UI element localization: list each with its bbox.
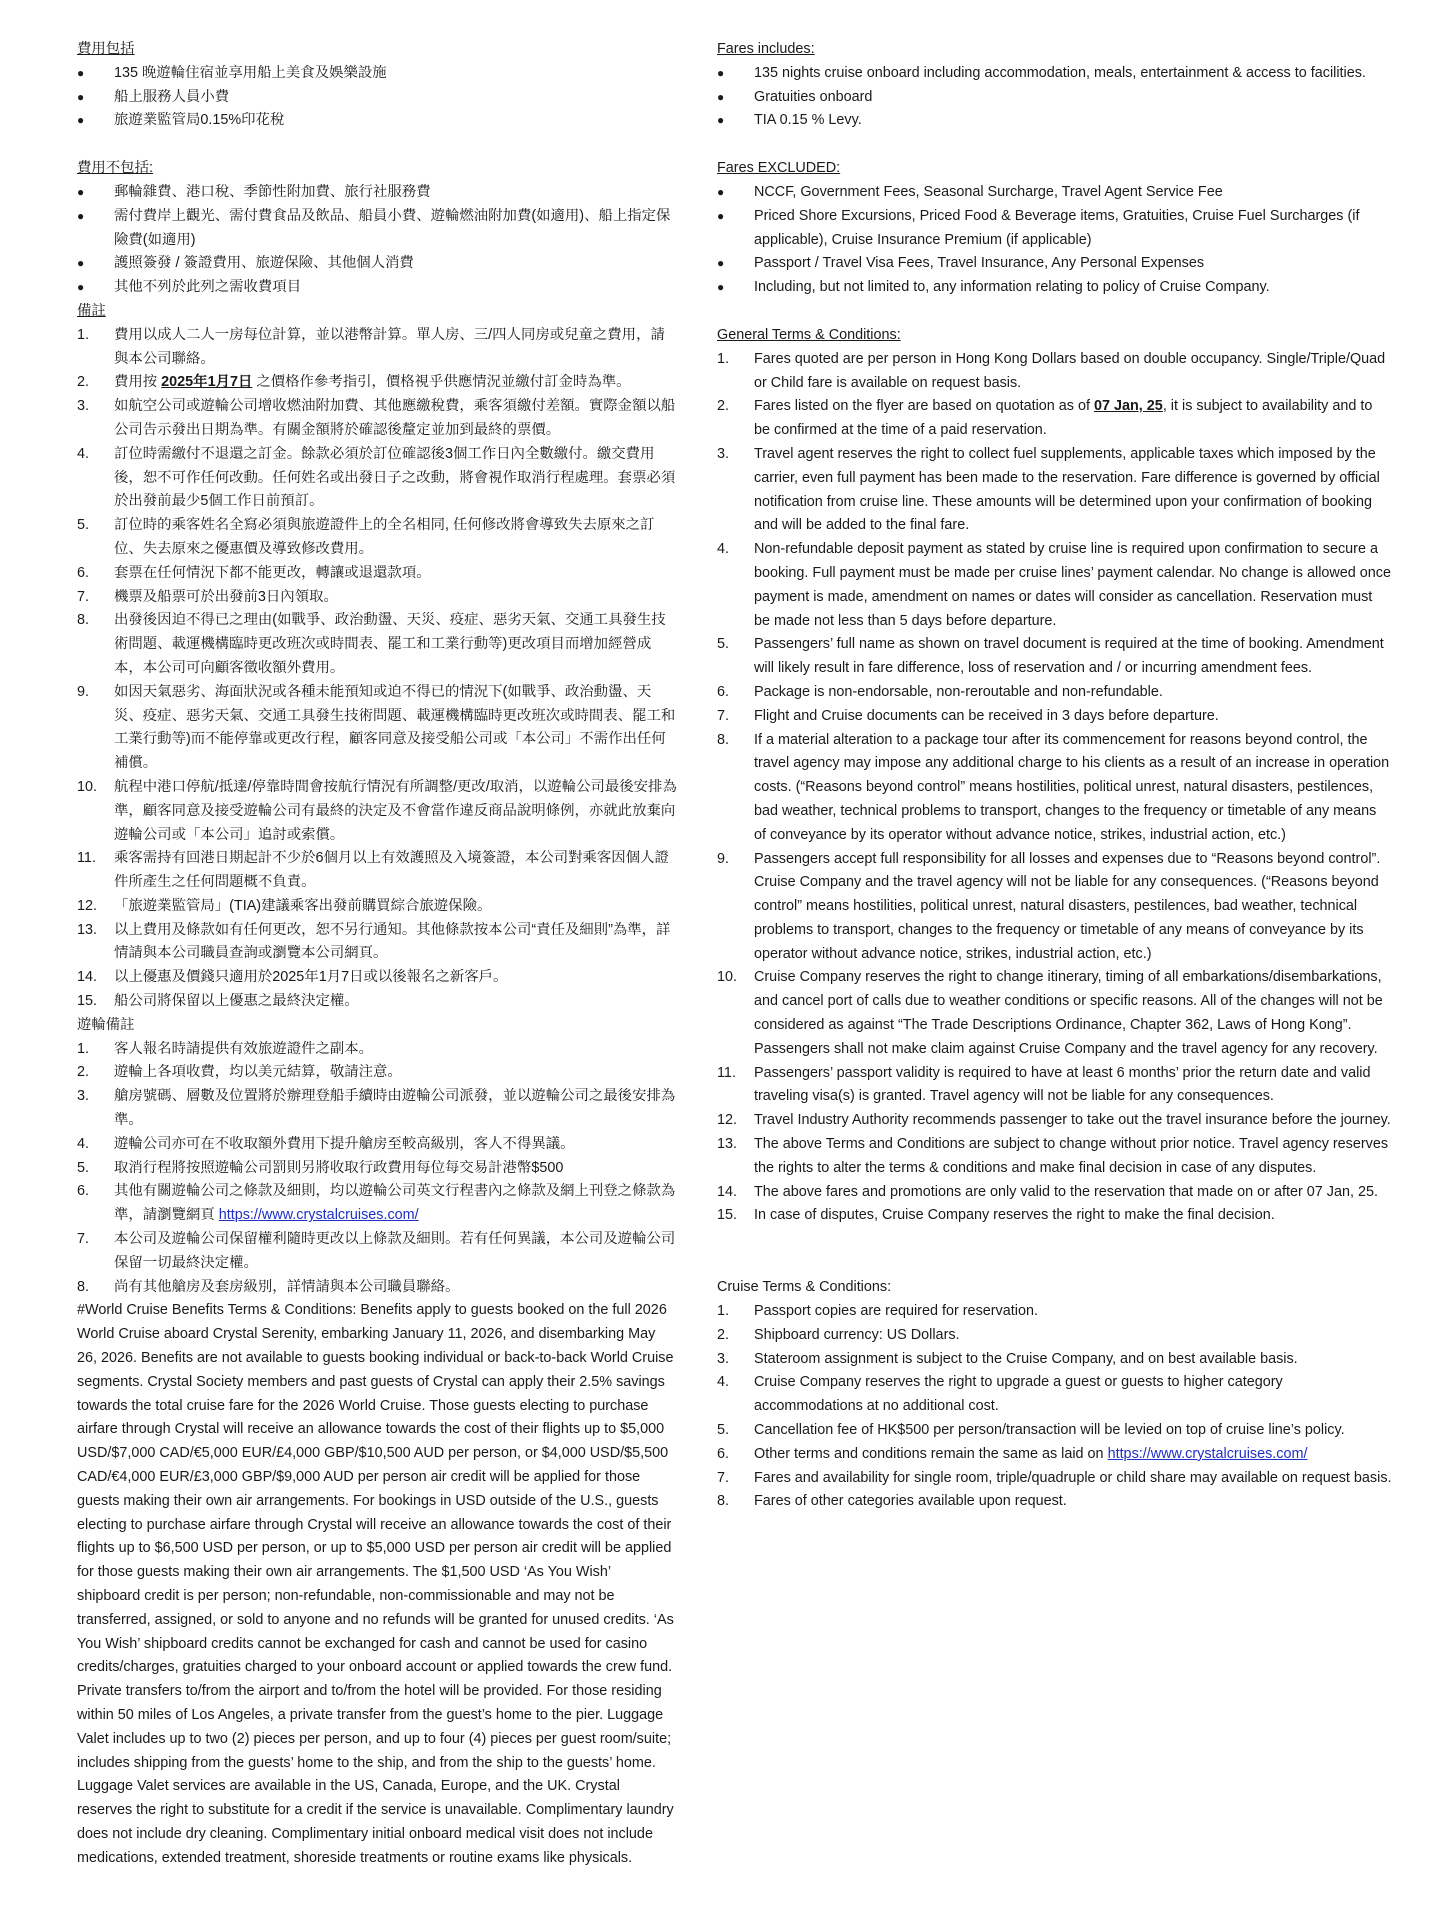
list-item: 15. In case of disputes, Cruise Company reserves the right to make the final decision. <box>717 1207 1275 1224</box>
list-item: 6. Other terms and conditions remain the same as laid on https://www.crystalcruises.com/ <box>717 1445 1308 1462</box>
bullet-icon: ● <box>717 256 725 271</box>
fares-excluded-heading: Fares EXCLUDED: <box>717 160 841 177</box>
quote-date: 07 Jan, 25 <box>1094 398 1163 415</box>
list-item: 6. Package is non-endorsable, non-reroutable and non-refundable. <box>717 683 1163 700</box>
bullet-icon: ● <box>77 89 85 104</box>
includes-list <box>77 62 677 133</box>
bullet-icon: ● <box>717 65 725 80</box>
list-item: 7. Flight and Cruise documents can be received in 3 days before departure. <box>717 707 1219 724</box>
list-item: 12. 「旅遊業監管局」(TIA)建議乘客出發前購買綜合旅遊保險。 <box>77 897 492 914</box>
list-item: ● 護照簽發 / 簽證費用、旅遊保險、其他個人消費 <box>77 252 677 276</box>
list-item: 13. 以上費用及條款如有任何更改，恕不另行通知。其他條款按本公司“責任及細則”為準，詳情請與本公司職員查詢或瀏覽本公司網頁。 <box>77 921 671 962</box>
list-item: 1. Fares quoted are per person in Hong Kong Dollars based on double occupancy. Single/Triple/Quad or Child fare is available on request basis. <box>717 350 1386 391</box>
list-item: 15. 船公司將保留以上優惠之最終決定權。 <box>77 993 359 1010</box>
list-item: 3. 艙房號碼、層數及位置將於辦理登船手續時由遊輪公司派發，並以遊輪公司之最後安排為準。 <box>77 1088 676 1129</box>
list-item: 1. 客人報名時請提供有效旅遊證件之副本。 <box>77 1040 374 1057</box>
list-item: 12. Travel Industry Authority recommends passenger to take out the travel insurance before the journey. <box>717 1112 1391 1129</box>
list-item: 3. Travel agent reserves the right to collect fuel supplements, applicable taxes which imposed by the carrier, even full payment has been made to the reservation. Fare difference is governed by official notification from cruise line. These amounts will be determined upon your confirmation of booking and will be added to the final fare. <box>717 445 1380 534</box>
bullet-icon: ● <box>77 184 85 199</box>
list-item: ● 船上服務人員小費 <box>77 86 677 110</box>
list-item: 4. 遊輪公司亦可在不收取額外費用下提升艙房至較高級別，客人不得異議。 <box>77 1135 575 1152</box>
list-item: 13. The above Terms and Conditions are subject to change without prior notice. Travel agency reserves the rights to alter the terms & conditions and make final decision in case of any disputes. <box>717 1136 1389 1176</box>
general-terms-list <box>717 348 1392 1228</box>
list-item: 2. Shipboard currency: US Dollars. <box>717 1326 960 1343</box>
list-item: 10. Cruise Company reserves the right to change itinerary, timing of all embarkations/disembarkations, and cancel port of calls due to weather conditions or specific reasons. All of the changes will not be considered as against “The Trade Descriptions Ordinance, Chapter 362, Laws of Hong Kong”. Passengers shall not make claim against Cruise Company and the travel agency for any recovery. <box>717 969 1383 1057</box>
list-item: 11. 乘客需持有回港日期起計不少於6個月以上有效護照及入境簽證，本公司對乘客因個人證件所產生之任何問題概不負責。 <box>77 850 669 891</box>
bullet-icon: ● <box>77 208 85 223</box>
bullet-icon: ● <box>717 89 725 104</box>
list-item: ● 郵輪雜費、港口稅、季節性附加費、旅行社服務費 <box>77 181 677 205</box>
notes-list <box>77 324 677 1014</box>
list-item: ● TIA 0.15 % Levy. <box>717 109 1392 133</box>
right-column-english <box>717 38 1392 1514</box>
crystal-cruises-link[interactable]: https://www.crystalcruises.com/ <box>218 1207 419 1224</box>
list-item: 1. Passport copies are required for reservation. <box>717 1303 1038 1320</box>
general-terms-heading: General Terms & Conditions: <box>717 326 901 343</box>
crystal-cruises-link[interactable]: https://www.crystalcruises.com/ <box>1107 1445 1308 1462</box>
bullet-icon: ● <box>77 113 85 128</box>
list-item: 7. 本公司及遊輪公司保留權利隨時更改以上條款及細則。若有任何異議，本公司及遊輪公司保留一切最終決定權。 <box>77 1231 676 1271</box>
quote-date: 2025年1月7日 <box>161 374 253 391</box>
fares-excluded-list <box>717 181 1392 300</box>
list-item: 5. 訂位時的乘客姓名全寫必須與旅遊證件上的全名相同, 任何修改將會導致失去原來之訂位、失去原來之優惠價及導致修改費用。 <box>77 517 655 557</box>
list-item: 7. Fares and availability for single room, triple/quadruple or child share may available on request basis. <box>717 1469 1392 1486</box>
list-item: 3. 如航空公司或遊輪公司增收燃油附加費、其他應繳稅費，乘客須繳付差額。實際金額以船公司告示發出日期為準。有關金額將於確認後釐定並加到最終的票價。 <box>77 398 676 438</box>
cruise-terms-list <box>717 1300 1392 1514</box>
list-item: 2. Fares listed on the flyer are based on quotation as of 07 Jan, 25, it is subject to availability and to be confirmed at the time of a paid reservation. <box>717 398 1373 439</box>
world-cruise-benefits-paragraph: #World Cruise Benefits Terms & Conditions: Benefits apply to guests booked on the full 2026 World Cruise aboard Crystal Serenity, embarking January 11, 2026, and disembarking May 26, 2026. Benefits are not available to guests booking individual or back-to-back World Cruise segments. Crystal Society members and past guests of Crystal can apply their 2.5% savings towards the total cruise fare for the 2026 World Cruise. Those guests electing to purchase airfare through Crystal will receive an allowance towards the cost of their flights up to $5,000 USD/$7,000 CAD/€5,000 EUR/£4,000 GBP/$10,500 AUD per person, or $4,000 USD/$5,500 CAD/€4,000 EUR/£3,000 GBP/$9,000 AUD per person air credit will be applied for those guests making their own air arrangements. For bookings in USD outside of the U.S., guests electing to purchase airfare through Crystal will receive an allowance towards the cost of their flights up to $6,500 USD per person, or up to $5,000 USD per person air credit will be applied for those guests making their own air arrangements. The $1,500 USD ‘As You Wish’ shipboard credit is per person; non-refundable, non-commissionable and may not be transferred, assigned, or sold to anyone and no refunds will be granted for unused credits. ‘As You Wish’ shipboard credits cannot be exchanged for cash and cannot be used for casino credits/charges, gratuities charged to your onboard account or applied towards the crew fund. Private transfers to/from the airport and to/from the hotel will be provided. For those residing within 50 miles of Los Angeles, a private transfer from the guest’s home to the pier. Luggage Valet includes up to two (2) pieces per person, and up to four (4) pieces per guest room/suite; includes shipping from the guests’ home to the ship, and from the ship to the guests’ home. Luggage Valet services are available in the US, Canada, Europe, and the UK. Crystal reserves the right to substitute for a credit if the service is unavailable. Complimentary laundry does not include dry cleaning. Complimentary initial onboard medical visit does not include medications, extended treatment, shoreside treatments or routine exams like physicals. <box>77 1302 674 1866</box>
list-item: 2. 遊輪上各項收費，均以美元結算，敬請注意。 <box>77 1064 402 1081</box>
notes-heading: 備註 <box>77 302 106 319</box>
list-item: 7. 機票及船票可於出發前3日內領取。 <box>77 588 338 605</box>
list-item: ● 135 nights cruise onboard including accommodation, meals, entertainment & access to facilities. <box>717 62 1392 86</box>
fares-includes-heading: Fares includes: <box>717 41 815 57</box>
cruise-notes-heading: 遊輪備註 <box>77 1016 135 1033</box>
list-item: 1. 費用以成人二人一房每位計算，並以港幣計算。單人房、三/四人同房或兒童之費用，請與本公司聯絡。 <box>77 326 665 367</box>
list-item: 5. 取消行程將按照遊輪公司罰則另將收取行政費用每位每交易計港幣$500 <box>77 1159 564 1176</box>
list-item: 2. 費用按 2025年1月7日 之價格作參考指引，價格視乎供應情況並繳付訂金時為準。 <box>77 374 631 391</box>
list-item: 5. Passengers’ full name as shown on travel document is required at the time of booking. Amendment will likely result in fare difference, loss of reservation and / or incurring amendment fees. <box>717 636 1384 677</box>
list-item: 8. 尚有其他艙房及套房級別，詳情請與本公司職員聯絡。 <box>77 1278 460 1295</box>
bullet-icon: ● <box>77 256 85 271</box>
list-item: 10. 航程中港口停航/抵達/停靠時間會按航行情況有所調整/更改/取消，以遊輪公司最後安排為準，顧客同意及接受遊輪公司有最終的決定及不會當作違反商品說明條例，亦就此放棄向遊輪公司或「本公司」追討或索償。 <box>77 778 677 843</box>
bullet-icon: ● <box>717 280 725 295</box>
list-item: 8. 出發後因迫不得已之理由(如戰爭、政治動盪、天災、疫症、惡劣天氣、交通工具發生技術問題、載運機構臨時更改班次或時間表、罷工和工業行動等)更改項目而增加經營成本，本公司可向顧客徵收額外費用。 <box>77 612 666 676</box>
bullet-icon: ● <box>717 184 725 199</box>
list-item: ● 135 晚遊輪住宿並享用船上美食及娛樂設施 <box>77 62 677 86</box>
list-item: 11. Passengers’ passport validity is required to have at least 6 months’ prior the return date and valid traveling visa(s) is granted. Travel agency will not be liable for any consequences. <box>717 1064 1371 1105</box>
list-item: 14. The above fares and promotions are only valid to the reservation that made on or after 07 Jan, 25. <box>717 1183 1378 1200</box>
list-item: ● Passport / Travel Visa Fees, Travel Insurance, Any Personal Expenses <box>717 252 1392 276</box>
list-item: ● 旅遊業監管局0.15%印花稅 <box>77 109 677 133</box>
list-item: 4. 訂位時需繳付不退還之訂金。餘款必須於訂位確認後3個工作日內全數繳付。繳交費用後，恕不可作任何改動。任何姓名或出發日子之改動，將會視作取消行程處理。套票必須於出發前最少5個工作日前預訂。 <box>77 445 676 510</box>
excludes-list <box>77 181 677 300</box>
list-item: ● Priced Shore Excursions, Priced Food & Beverage items, Gratuities, Cruise Fuel Surcharges (if applicable), Cruise Insurance Premium (if applicable) <box>717 205 1392 253</box>
list-item: 9. Passengers accept full responsibility for all losses and expenses due to “Reasons beyond control”. Cruise Company and the travel agency will not be liable for any consequences. (“Reasons beyond control” means hostilities, political unrest, natural disasters, pestilences, bad weather, technical problems to transport, changes to the frequency or timetable of any means of conveyance by its operator without advance notice, strikes, industrial action, etc.) <box>717 850 1381 962</box>
list-item: 4. Non-refundable deposit payment as stated by cruise line is required upon confirmation to secure a booking. Full payment must be made per cruise lines’ payment calendar. No change is allowed once payment is made, amendment on names or dates will consider as cancellation. Reservation must be made not less than 5 days before departure. <box>717 541 1392 629</box>
left-column-chinese <box>77 38 677 1871</box>
list-item: 4. Cruise Company reserves the right to upgrade a guest or guests to higher category accommodations at no additional cost. <box>717 1374 1283 1415</box>
list-item: ● Including, but not limited to, any information relating to policy of Cruise Company. <box>717 276 1392 300</box>
list-item: 14. 以上優惠及價錢只適用於2025年1月7日或以後報名之新客戶。 <box>77 969 508 986</box>
list-item: 6. 套票在任何情況下都不能更改，轉讓或退還款項。 <box>77 564 431 581</box>
list-item: 5. Cancellation fee of HK$500 per person/transaction will be levied on top of cruise line’s policy. <box>717 1422 1345 1439</box>
list-item: ● 其他不列於此列之需收費項目 <box>77 276 677 300</box>
bullet-icon: ● <box>717 113 725 128</box>
bullet-icon: ● <box>717 208 725 223</box>
cruise-notes-list <box>77 1038 677 1300</box>
list-item: 8. Fares of other categories available upon request. <box>717 1493 1067 1510</box>
excludes-heading: 費用不包括: <box>77 160 153 177</box>
list-item: 6. 其他有關遊輪公司之條款及細則，均以遊輪公司英文行程書內之條款及網上刊登之條款為準，請瀏覽網頁 https://www.crystalcruises.com/ <box>77 1183 676 1224</box>
list-item: 3. Stateroom assignment is subject to the Cruise Company, and on best available basis. <box>717 1350 1298 1367</box>
bullet-icon: ● <box>77 65 85 80</box>
bullet-icon: ● <box>77 280 85 295</box>
list-item: 9. 如因天氣惡劣、海面狀況或各種未能預知或迫不得已的情況下(如戰爭、政治動盪、天災、疫症、惡劣天氣、交通工具發生技術問題、載運機構臨時更改班次或時間表、罷工和工業行動等)而不能停靠或更改行程，顧客同意及接受船公司或「本公司」不需作出任何補償。 <box>77 683 676 772</box>
list-item: ● 需付費岸上觀光、需付費食品及飲品、船員小費、遊輪燃油附加費(如適用)、船上指定保險費(如適用) <box>77 205 677 253</box>
fares-includes-list <box>717 62 1392 133</box>
list-item: ● NCCF, Government Fees, Seasonal Surcharge, Travel Agent Service Fee <box>717 181 1392 205</box>
includes-heading: 費用包括 <box>77 41 135 57</box>
list-item: ● Gratuities onboard <box>717 86 1392 110</box>
cruise-terms-heading: Cruise Terms & Conditions: <box>717 1279 892 1296</box>
list-item: 8. If a material alteration to a package tour after its commencement for reasons beyond control, the travel agency may impose any additional charge to his clients as a result of an increase in operation costs. (“Reasons beyond control” means hostilities, political unrest, natural disasters, pestilences, bad weather, technical problems to transport, changes to the frequency or timetable of any means of conveyance by its operator without advance notice, strikes, industrial action, etc.) <box>717 731 1390 843</box>
